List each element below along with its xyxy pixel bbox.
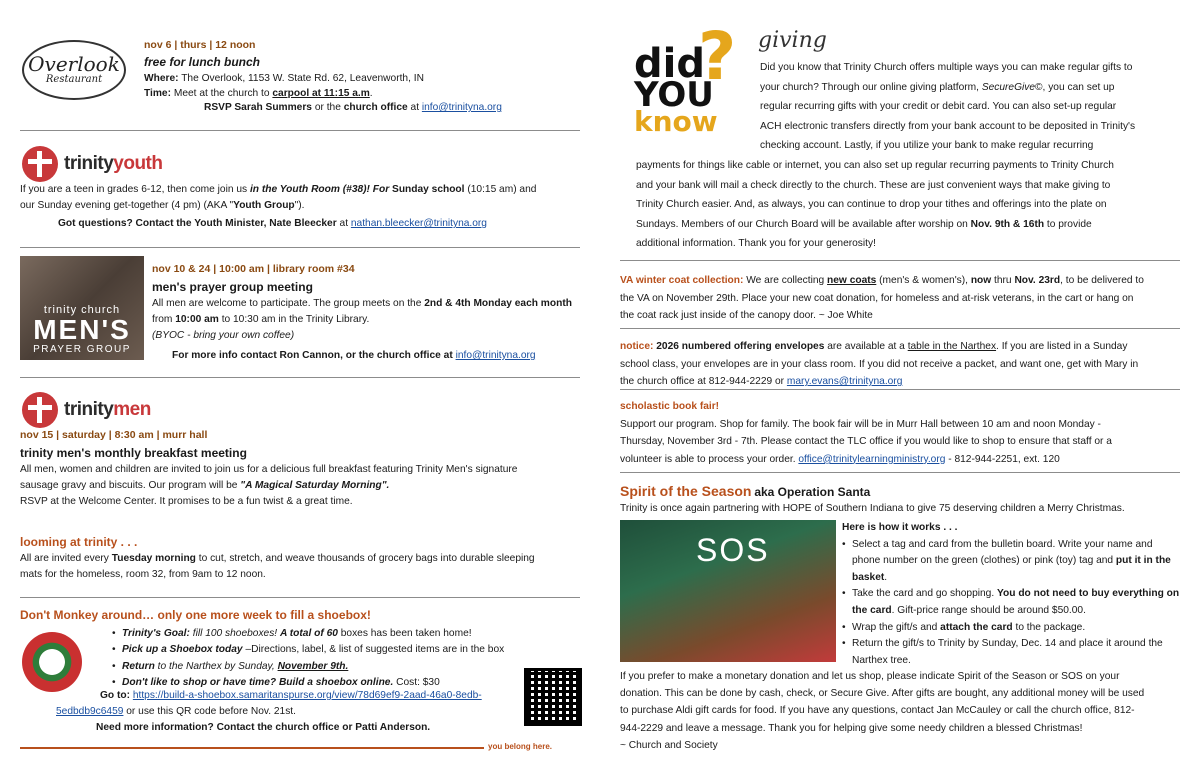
list-item: • Trinity's Goal: fill 100 shoeboxes! A total of 60 boxes has been taken home! [112,626,532,642]
looming-text: All are invited every Tuesday morning to cut, stretch, and weave thousands of grocery bags into durable sleeping mats for the homeless, room 32, from 9am to 12 noon. [20,552,535,581]
list-item: • Wrap the gift/s and attach the card to the package. [842,620,1182,637]
divider [620,389,1180,390]
logo-text: Overlook [28,52,120,76]
shoebox-url-link-cont[interactable]: 5edbdb9c6459 [56,706,124,717]
mens-prayer-email-link[interactable]: info@trinityna.org [455,350,536,361]
list-item: • Select a tag and card from the bulletin board. Write your name and phone number on the green (clothes) or pink (toy) tag and put it in the basket. [842,537,1182,587]
youth-text: If you are a teen in grades 6-12, then come join us in the Youth Room (#38)! For Sunday school (10:15 am) and our Sunday evening get-together (4 pm) (AKA "Youth Group"). [20,184,537,212]
list-item: • Return the gift/s to Trinity by Sunday, Dec. 14 and place it around the Narthex tree. [842,636,1182,669]
mens-prayer-group-image: trinity church MEN'S PRAYER GROUP [20,256,144,360]
youth-section [20,182,582,215]
event-date: nov 10 & 24 | 10:00 am | library room #34 [152,263,355,275]
event-date: nov 15 | saturday | 8:30 am | murr hall [20,429,208,441]
event-description: All men are welcome to participate. The group meets on the 2nd & 4th Monday each month from 10:00 am to 10:30 am in the Trinity Library. [152,297,572,326]
event-title: trinity men's monthly breakfast meeting [20,445,247,460]
notice-section: notice: 2026 numbered offering envelopes are available at a table in the Narthex. If you are listed in a Sunday school class, your envelopes are in your class room. If you did not receive a packet, and want one, get with Mary in the church office at 812-944-2229 or mary.evans@trinityna.org [620,341,1139,388]
divider [620,328,1180,329]
shoebox-list [112,626,532,691]
sos-children-image: SOS [620,520,836,662]
trinity-men-logo: trinitymen [22,392,151,428]
youth-contact: Got questions? Contact the Youth Minister, Nate Bleecker at nathan.bleecker@trinityna.org [58,218,487,229]
list-item: • Pick up a Shoebox today –Directions, label, & list of suggested items are in the box [112,642,532,658]
divider [620,472,1180,473]
event-note: (BYOC - bring your own coffee) [152,330,295,342]
santa-title: Spirit of the Season aka Operation Santa [620,483,871,499]
divider [20,597,580,598]
did-you-know-logo: ? did YOU know [634,18,737,138]
giving-heading: giving [758,28,827,53]
list-item: • Don't like to shop or have time? Build a shoebox online. Cost: $30 [112,675,532,691]
overlook-restaurant-logo [22,40,126,100]
event-title: men's prayer group meeting [152,279,313,294]
list-item: • Return to the Narthex by Sunday, November 9th. [112,659,532,675]
cross-icon [22,146,58,182]
shoebox-goto-line2: 5edbdb9c6459 or use this QR code before Nov. 21st. [56,706,296,717]
santa-donation: If you prefer to make a monetary donation and let us shop, please indicate Spirit of the Season or SOS on your donation. This can be done by cash, check, or Secure Give. After gifts are bought, any additional money will be used to purchase Aldi gift cards for food. If you have any questions, contact Jan McCauley or call the church office, 812- 944-2229 and leave a message. Thank you for helping give some needy children a blessed Christmas! ~ Church and Society [620,671,1145,751]
santa-intro: Trinity is once again partnering with HOPE of Southern Indiana to give 75 deserving children a Merry Christmas. [620,503,1125,514]
divider [620,260,1180,261]
samaritans-purse-logo [22,632,82,692]
section-title: scholastic book fair! [620,401,720,412]
qr-code[interactable] [524,668,582,726]
footer-tagline: you belong here. [488,742,553,751]
event-where: Where: The Overlook, 1153 W. State Rd. 62, Leavenworth, IN [144,72,424,84]
giving-text-bottom: payments for things like cable or internet, you can also set up regular recurring payments to Trinity Church and your bank will mail a check directly to the church. These are just convenient ways that make giving to Trinity Church easier. And, as always, you can continue to drop your tithes and offerings into the plate on Sundays. Members of our Church Board will be available after worship on Nov. 9th & 16th to provide additional information. Thank you for your generosity! [636,160,1114,250]
lunch-section [144,38,564,101]
footer-line [20,747,484,749]
lunch-email-link[interactable]: info@trinityna.org [421,102,502,113]
divider [20,130,580,131]
lunch-rsvp: RSVP Sarah Summers or the church office at info@trinityna.org [204,102,502,113]
bookfair-section: scholastic book fair! Support our program. Shop for family. The book fair will be in Murr Hall between 10 am and noon Monday - Thursday, November 3rd - 7th. Please contact the TLC office if you would like to shop to ensure that staff or a volunteer is able to process your order. office@trinitylearningministry.org - 812-944-2251, ext. 120 [620,398,1182,468]
trinity-youth-logo: trinityyouth [22,146,163,182]
cross-icon [22,392,58,428]
santa-steps: Here is how it works . . . • Select a tag and card from the bulletin board. Write your name and phone number on the green (clothes) or pink (toy) tag and put it in the basket. • Take the card and go shopping. You do not need to buy everything on the card. Gift-price range should be around $50.00. • Wrap the gift/s and attach the card to the package. • Return the gift/s to Trinity by Sunday, Dec. 14 and place it around the Narthex tree. [842,520,1182,669]
bookfair-email-link[interactable]: office@trinitylearningministry.org [798,453,946,465]
mens-prayer-section [152,262,580,345]
event-description: All men, women and children are invited to join us for a delicious full breakfast featuring Trinity Men's signature sausage gravy and biscuits. Our program will be "A Magical Saturday Morning". RSVP at the Welcome Center. It promises to be a fun twist & a great time. [20,463,518,508]
shoebox-more-info: Need more information? Contact the church office or Patti Anderson. [96,722,431,733]
looming-section [20,534,582,583]
logo-subtext: Restaurant [45,74,103,85]
giving-text-top: Did you know that Trinity Church offers multiple ways you can make regular gifts to your church? Through our online giving platform, SecureGive©, you can set up regular recurring gifts with your credit or debit card. You can also set-up regular ACH electronic transfers directly from your bank account to be deposited in Trinity's checking account. Lastly, if you utilize your bank to make regular recurring [760,62,1136,152]
section-title: Don't Monkey around… only one more week to fill a shoebox! [20,608,371,622]
event-time: Time: Meet at the church to carpool at 11:15 a.m. [144,87,373,99]
section-title: looming at trinity . . . [20,535,138,549]
divider [20,247,580,248]
youth-email-link[interactable]: nathan.bleecker@trinityna.org [350,218,487,229]
event-date: nov 6 | thurs | 12 noon [144,39,256,51]
coat-section: VA winter coat collection: We are collecting new coats (men's & women's), now thru Nov. 23rd, to be delivered to the VA on November 29th. Place your new coat donation, for homeless and at-risk veterans, in the cart or hang on the coat rack just inside of the canopy door. ~ Joe White [620,275,1144,322]
event-title: free for lunch bunch [144,54,261,69]
men-section [20,428,582,511]
divider [20,377,580,378]
mens-prayer-contact: For more info contact Ron Cannon, or the church office at info@trinityna.org [172,350,536,361]
shoebox-goto: Go to: https://build-a-shoebox.samaritanspurse.org/view/78d69ef9-2aad-46a0-8edb- [100,690,482,701]
notice-email-link[interactable]: mary.evans@trinityna.org [786,376,903,388]
shoebox-url-link[interactable]: https://build-a-shoebox.samaritanspurse.org/view/78d69ef9-2aad-46a0-8edb- [132,690,482,701]
list-item: • Take the card and go shopping. You do not need to buy everything on the card. Gift-price range should be around $50.00. [842,586,1182,619]
